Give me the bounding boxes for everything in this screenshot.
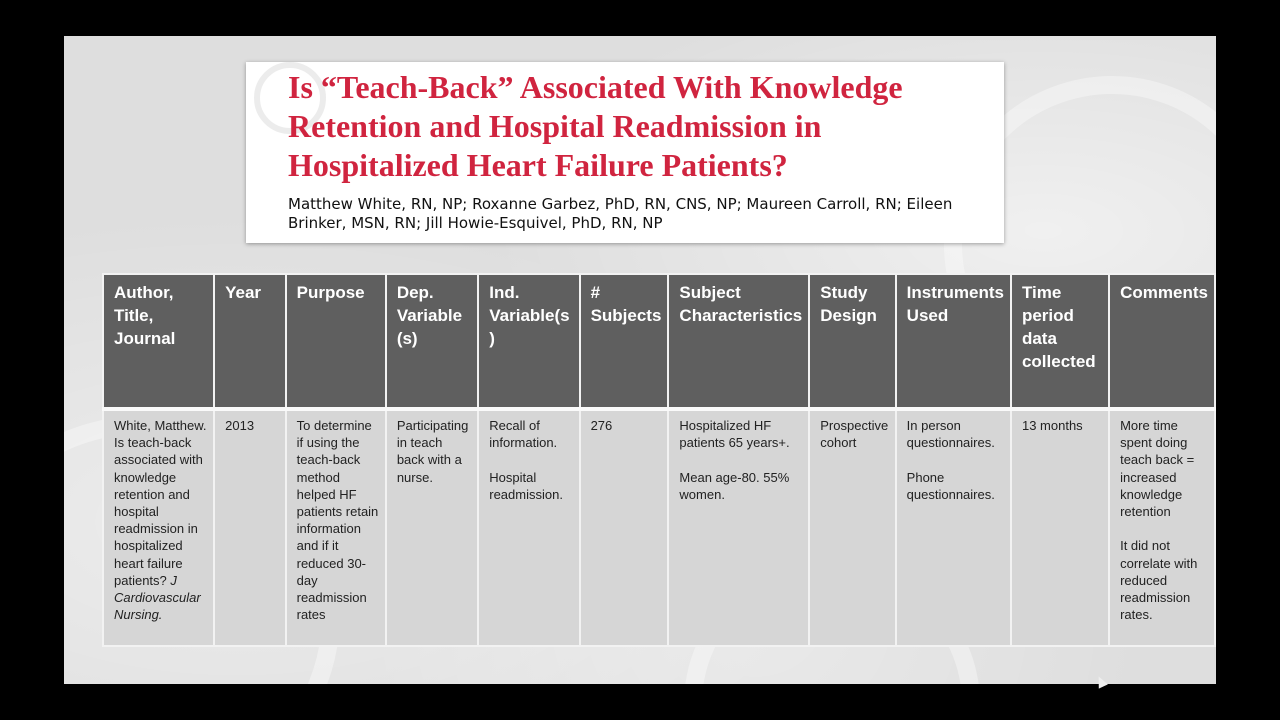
journal-name: J Cardiovascular Nursing. [114, 572, 201, 623]
header-author: Author, Title, Journal [103, 274, 214, 409]
cell-instruments: In person questionnaires. Phone questionnaires. [896, 409, 1011, 646]
cell-subject-characteristics: Hospitalized HF patients 65 years+. Mean age-80. 55% women. [668, 409, 809, 646]
paper-title-box [246, 62, 1004, 243]
cell-dep-variable: Participating in teach back with a nurse. [386, 409, 478, 646]
header-purpose: Purpose [286, 274, 386, 409]
cell-time-period: 13 months [1011, 409, 1109, 646]
cell-subjects: 276 [580, 409, 669, 646]
header-time-period: Time period data collected [1011, 274, 1109, 409]
cell-year: 2013 [214, 409, 286, 646]
header-instruments: Instruments Used [896, 274, 1011, 409]
table-row [103, 409, 1215, 646]
header-ind-variable: Ind. Variable(s ) [478, 274, 579, 409]
paper-title: Is “Teach-Back” Associated With Knowledge Retention and Hospital Readmission in Hospitalized Heart Failure Patients? [288, 69, 903, 183]
header-subject-characteristics: Subject Characteristics [668, 274, 809, 409]
cell-purpose: To determine if using the teach-back method helped HF patients retain information and if it reduced 30-day readmission rates [286, 409, 386, 646]
paper-authors: Matthew White, RN, NP; Roxanne Garbez, PhD, RN, CNS, NP; Maureen Carroll, RN; Eileen Brinker, MSN, RN; Jill Howie-Esquivel, PhD, RN, NP [288, 195, 953, 232]
header-year: Year [214, 274, 286, 409]
header-dep-variable: Dep. Variable (s) [386, 274, 478, 409]
table-header-row [103, 274, 1215, 409]
cell-author [103, 409, 214, 646]
header-comments: Comments [1109, 274, 1215, 409]
header-study-design: Study Design [809, 274, 895, 409]
cell-study-design: Prospective cohort [809, 409, 895, 646]
cell-comments: More time spent doing teach back = increased knowledge retention It did not correlate with reduced readmission rates. [1109, 409, 1215, 646]
cell-ind-variable: Recall of information. Hospital readmission. [478, 409, 579, 646]
header-subjects: # Subjects [580, 274, 669, 409]
slide [64, 36, 1216, 684]
author-citation: White, Matthew. Is teach-back associated with knowledge retention and hospital readmission in hospitalized heart failure patients? [114, 418, 207, 588]
evidence-table [102, 273, 1216, 647]
